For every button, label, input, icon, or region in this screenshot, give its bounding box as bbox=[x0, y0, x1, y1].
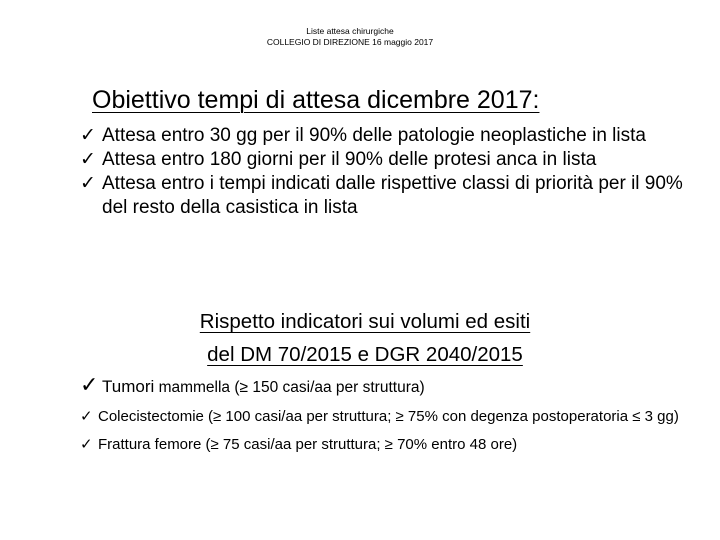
slide-header bbox=[0, 26, 700, 48]
objective-text: Attesa entro 30 gg per il 90% delle patologie neoplastiche in lista bbox=[102, 125, 646, 146]
checkmark-icon: ✓ bbox=[80, 408, 93, 425]
header-line-2: COLLEGIO DI DIREZIONE 16 maggio 2017 bbox=[266, 37, 434, 47]
checkmark-icon: ✓ bbox=[80, 173, 96, 194]
list-item bbox=[80, 148, 710, 172]
checkmark-icon: ✓ bbox=[80, 436, 93, 453]
checkmark-icon: ✓ bbox=[80, 149, 96, 170]
header-line-1: Liste attesa chirurgiche bbox=[306, 26, 394, 36]
list-item bbox=[80, 372, 710, 399]
list-item bbox=[80, 124, 710, 148]
list-item bbox=[80, 435, 710, 455]
slide-title: Obiettivo tempi di attesa dicembre 2017: bbox=[92, 86, 540, 114]
objective-text: Attesa entro 180 giorni per il 90% delle protesi anca in lista bbox=[102, 149, 597, 170]
subtitle-line-1: Rispetto indicatori sui volumi ed esiti bbox=[199, 310, 531, 333]
indicator-text: mammella (≥ 150 casi/aa per struttura) bbox=[154, 379, 425, 396]
indicator-text: Frattura femore (≥ 75 casi/aa per struttura; ≥ 70% entro 48 ore) bbox=[98, 436, 518, 453]
list-item bbox=[80, 407, 710, 427]
indicators-list bbox=[80, 372, 710, 463]
indicator-text: Colecistectomie (≥ 100 casi/aa per struttura; ≥ 75% con degenza postoperatoria ≤ 3 gg) bbox=[98, 408, 679, 425]
subtitle-line-2: del DM 70/2015 e DGR 2040/2015 bbox=[207, 343, 523, 366]
objective-text: Attesa entro i tempi indicati dalle rispettive classi di priorità per il 90% del resto della casistica in lista bbox=[102, 173, 683, 218]
checkmark-icon: ✓ bbox=[80, 372, 99, 397]
checkmark-icon: ✓ bbox=[80, 125, 96, 146]
list-item bbox=[80, 172, 710, 220]
objectives-list bbox=[80, 124, 710, 220]
section-subtitle bbox=[90, 305, 640, 371]
indicator-lead: Tumori bbox=[102, 377, 155, 396]
